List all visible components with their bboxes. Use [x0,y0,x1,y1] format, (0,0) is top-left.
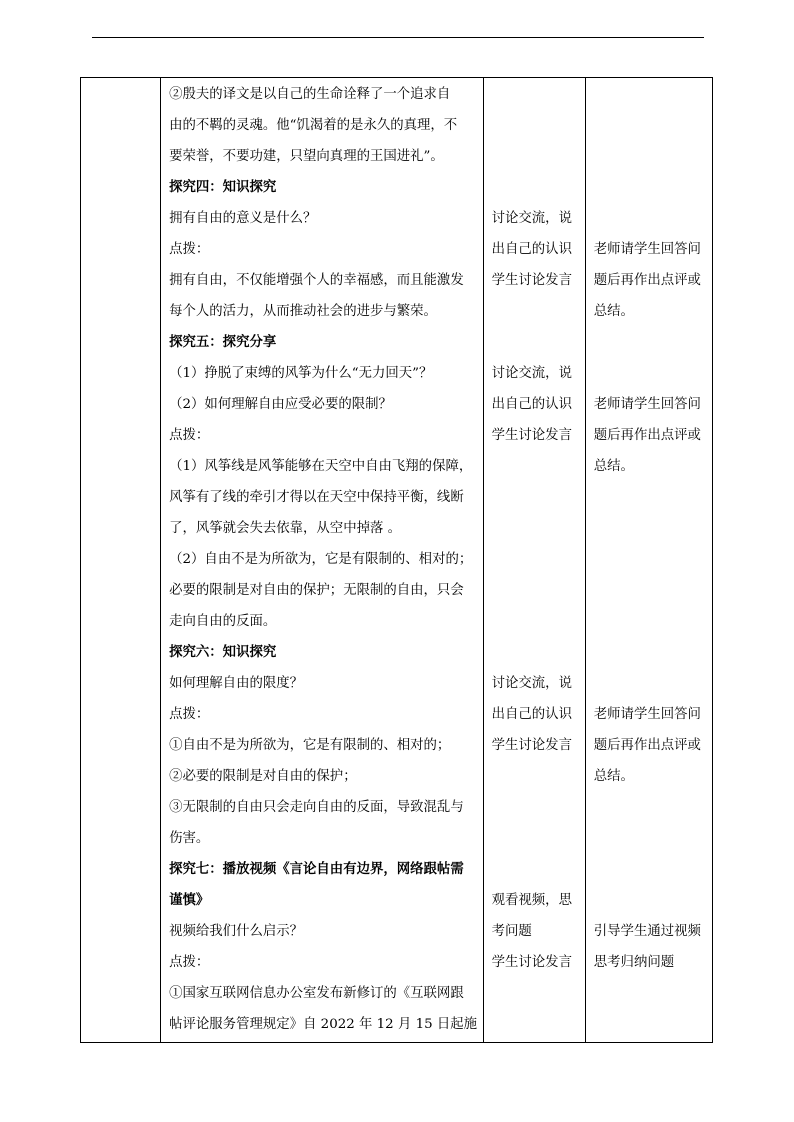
content-line [594,575,706,606]
content-line: 拥有自由的意义是什么？ [169,211,317,226]
content-line: 学生讨论发言 [491,273,572,288]
content-line: 总结。 [593,769,634,784]
content-line [492,451,579,482]
content-line [594,1009,706,1040]
content-line: ①自由不是为所欲为，它是有限制的、相对的； [169,738,451,753]
content-line: 总结。 [593,304,634,319]
section-heading: 探究六：知识探究 [169,644,277,660]
content-line [594,141,706,172]
content-line [492,978,579,1009]
content-line: 风筝有了线的牵引才得以在天空中保持平衡，线断 [169,490,464,505]
content-line: ②殷夫的译文是以自己的生命诠释了一个追求自 [169,87,451,102]
content-line [492,823,579,854]
content-line: （1）挣脱了束缚的风筝为什么“无力回天”？ [169,366,433,381]
content-line: 走向自由的反面。 [169,614,277,629]
content-line: 每个人的活力，从而推动社会的进步与繁荣。 [169,304,437,319]
content-line [594,854,706,885]
content-line: 点拨： [169,707,210,722]
content-line [594,327,706,358]
lesson-plan-table [80,77,713,1043]
content-line [594,110,706,141]
stage-cell [81,78,161,1043]
content-line [594,513,706,544]
content-line: 由的不羁的灵魂。他“饥渴着的是永久的真理，不 [169,118,458,133]
design-intent-cell [585,78,712,1043]
content-line: 如何理解自由的限度？ [169,676,304,691]
content-line [594,885,706,916]
content-line [492,637,579,668]
student-activity-cell [483,78,585,1043]
content-line: ①国家互联网信息办公室发布新修订的《互联网跟 [169,986,464,1001]
content-line: 要荣誉，不要功建，只望向真理的王国进礼”。 [169,149,444,164]
content-line [492,296,579,327]
content-line: （2）如何理解自由应受必要的限制？ [169,397,392,412]
content-line: 题后再作出点评或 [593,273,701,288]
content-line: 引导学生通过视频 [593,924,701,939]
content-line [594,79,706,110]
content-line: 考问题 [491,924,532,939]
content-line [594,358,706,389]
content-line: 点拨： [169,428,210,443]
content-line: （2）自由不是为所欲为，它是有限制的、相对的； [169,552,473,567]
content-line [594,637,706,668]
content-line [492,79,579,110]
content-line [492,482,579,513]
section-heading: 探究七：播放视频《言论自由有边界，网络跟帖需 [169,861,464,877]
content-line: ②必要的限制是对自由的保护； [169,769,357,784]
content-line: 讨论交流，说 [491,676,572,691]
section-heading: 谨慎》 [169,892,210,908]
content-line: 拥有自由，不仅能增强个人的幸福感，而且能激发 [169,273,464,288]
teaching-content-cell [161,78,484,1043]
content-line: 观看视频，思 [491,893,572,908]
content-line [594,792,706,823]
content-line: 学生讨论发言 [491,738,572,753]
content-line [492,110,579,141]
content-line: 讨论交流，说 [491,366,572,381]
content-line: 点拨： [169,242,210,257]
content-line [492,606,579,637]
content-line: 了，风筝就会失去依靠，从空中掉落 。 [169,521,402,536]
content-line: 题后再作出点评或 [593,738,701,753]
content-line [492,327,579,358]
content-line [492,1009,579,1040]
section-heading: 探究五：探究分享 [169,334,277,350]
content-line [492,172,579,203]
content-line [492,854,579,885]
content-line: 必要的限制是对自由的保护；无限制的自由，只会 [169,583,464,598]
content-line: 点拨： [169,955,210,970]
content-line: 老师请学生回答问 [593,397,701,412]
content-line: 讨论交流，说 [491,211,572,226]
content-line: 总结。 [593,459,634,474]
content-line [594,203,706,234]
content-line: 伤害。 [169,831,210,846]
student-activity [484,78,585,1040]
content-line: 思考归纳问题 [593,955,675,970]
content-line [492,141,579,172]
content-line [594,544,706,575]
content-line: 视频给我们什么启示？ [169,924,304,939]
content-line: （1）风筝线是风筝能够在天空中自由飞翔的保障， [169,459,473,474]
content-line [492,792,579,823]
content-line [594,482,706,513]
content-line: 老师请学生回答问 [593,242,701,257]
content-line [594,978,706,1009]
content-line [594,668,706,699]
content-line: 出自己的认识 [491,707,572,722]
content-line [594,172,706,203]
content-line: ③无限制的自由只会走向自由的反面，导致混乱与 [169,800,464,815]
content-line [492,575,579,606]
content-line [492,513,579,544]
header-rule [92,37,704,38]
table-row [81,78,713,1043]
content-line [492,544,579,575]
content-line: 出自己的认识 [491,397,572,412]
content-line: 学生讨论发言 [491,955,572,970]
content-line: 学生讨论发言 [491,428,572,443]
content-line [594,823,706,854]
content-line: 帖评论服务管理规定》自 2022 年 12 月 15 日起施 [169,1017,478,1032]
content-line: 老师请学生回答问 [593,707,701,722]
content-line [594,606,706,637]
content-line: 题后再作出点评或 [593,428,701,443]
content-line [492,761,579,792]
section-heading: 探究四：知识探究 [169,179,277,195]
teaching-content [161,78,483,1040]
content-line: 出自己的认识 [491,242,572,257]
design-intent [586,78,712,1040]
